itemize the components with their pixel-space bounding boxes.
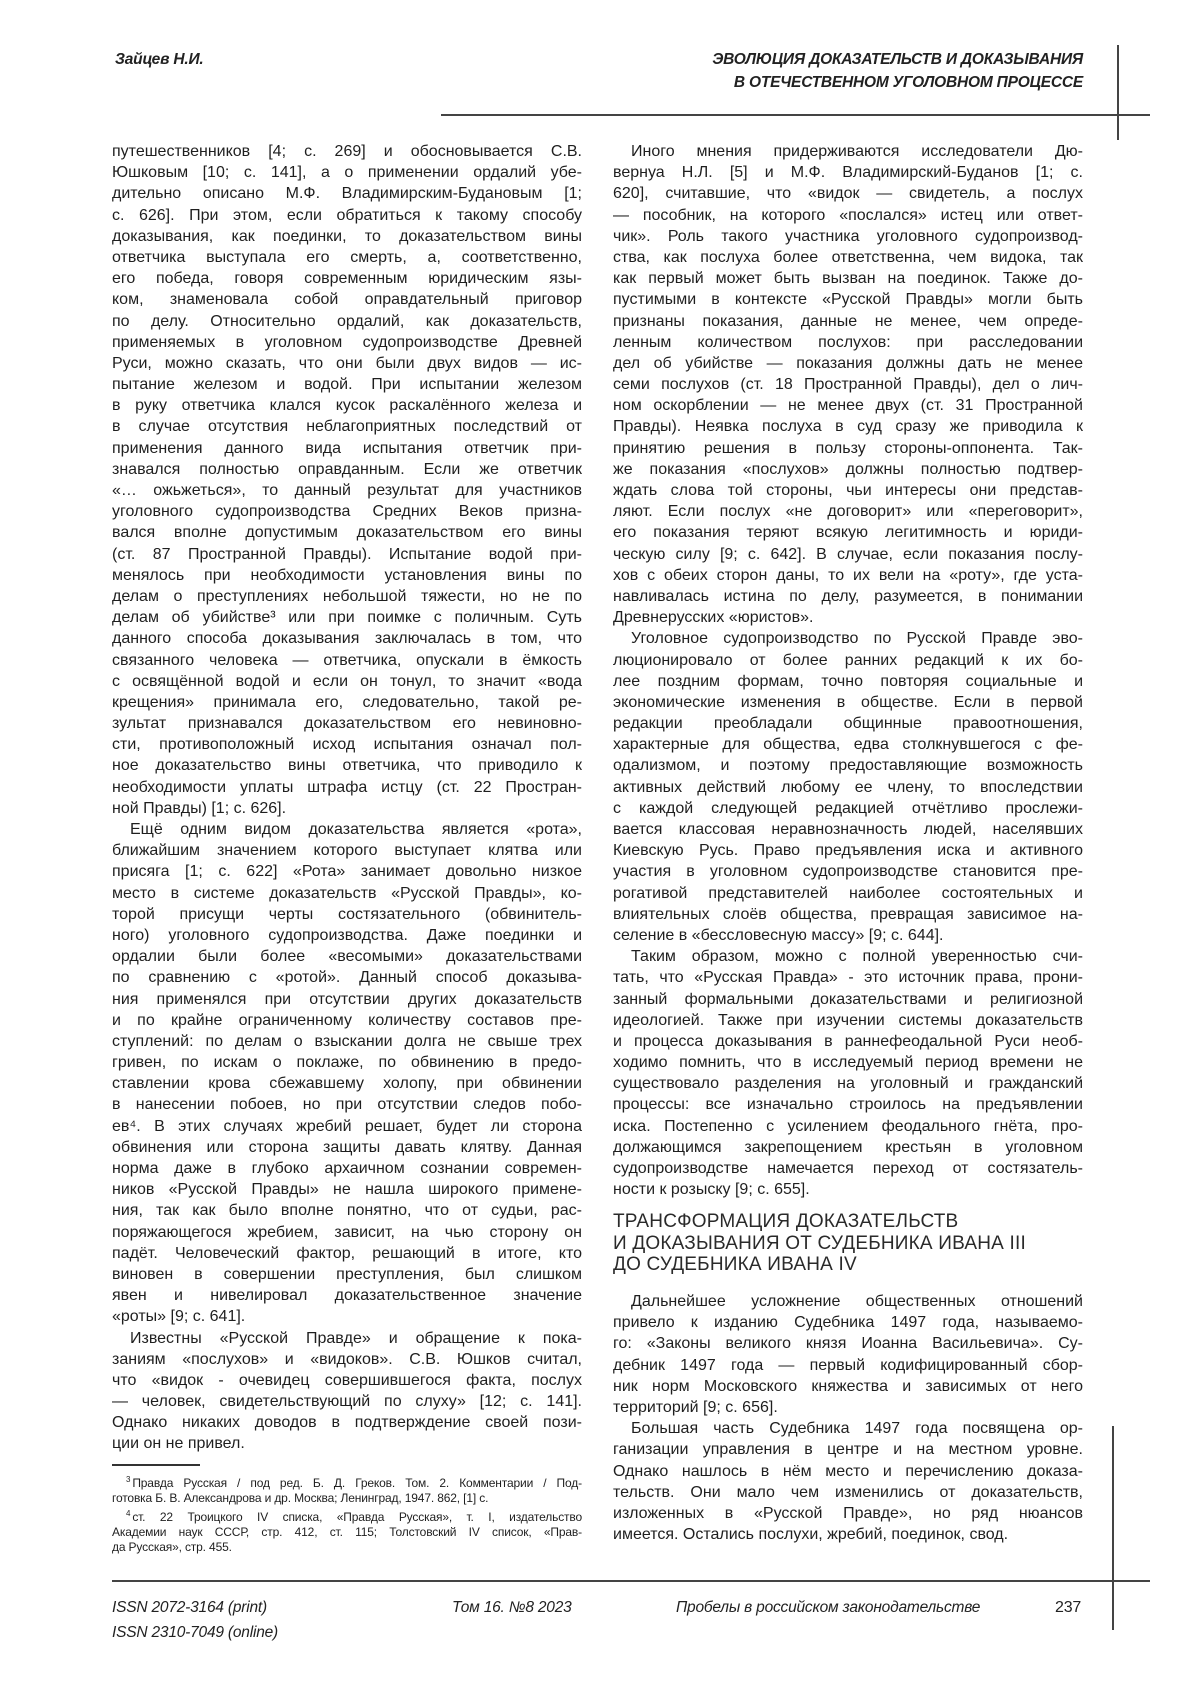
text-line: ордалии были более «весомыми» доказательствами [112, 946, 582, 967]
text-line: как первый может быть вызван на поединок. Также до- [613, 268, 1083, 289]
text-line: заниям «послухов» и «видоков». С.В. Юшков считал, [112, 1349, 582, 1370]
text-line: падёт. Человеческий фактор, решающий в итоге, кто [112, 1243, 582, 1264]
paragraph [613, 628, 1083, 946]
text-line: Уголовное судопроизводство по Русской Правде эво- [613, 628, 1083, 649]
footnote-line [112, 1506, 582, 1525]
text-line: торой присущи черты состязательного (обвинитель- [112, 904, 582, 925]
text-line: судопроизводстве намечается переход от состязатель- [613, 1158, 1083, 1179]
text-line: по делу. Относительно ордалий, как доказательств, [112, 311, 582, 332]
text-line: необходимости уплаты штрафа истцу (ст. 22 Простран- [112, 777, 582, 798]
text-line: в случае отсутствия неблагоприятных последствий от [112, 416, 582, 437]
text-line: вается классовая неравнозначность людей, населявших [613, 819, 1083, 840]
footer-volume: Том 16. №8 2023 [452, 1595, 572, 1620]
text-line: пытание железом и водой. При испытании железом [112, 374, 582, 395]
text-line: территорий [9; с. 656]. [613, 1397, 1083, 1418]
text-line: характерные для общества, едва столкнувшегося с фе- [613, 734, 1083, 755]
footer-journal-name: Пробелы в российском законодательстве [676, 1595, 980, 1620]
text-line: по сравнению с «ротой». Данный способ доказыва- [112, 967, 582, 988]
footnote-text: Академии наук СССР, стр. 412, ст. 115; Толстовский IV список, «Прав- [112, 1525, 582, 1539]
text-line: ев⁴. В этих случаях жребий решает, будет ли сторона [112, 1116, 582, 1137]
header-rule [441, 114, 1150, 116]
issn-online: ISSN 2310-7049 (online) [112, 1620, 278, 1645]
footnotes [112, 1472, 582, 1555]
text-line: что «видок - очевидец совершившегося факта, послух [112, 1370, 582, 1391]
text-line: 620], считавшие, что «видок — свидетель, а послух [613, 183, 1083, 204]
footnote-text: Правда Русская / под ред. Б. Д. Греков. Том. 2. Комментарии / Под- [132, 1476, 582, 1490]
text-line: в руку ответчика клался кусок раскалённого железа и [112, 395, 582, 416]
text-line: дебник 1497 года — первый кодифицированный сбор- [613, 1355, 1083, 1376]
text-line: ком, знаменовала собой оправдательный приговор [112, 289, 582, 310]
text-line: сти, противоположный исход испытания означал пол- [112, 734, 582, 755]
text-line: путешественников [4; с. 269] и обосновывается С.В. [112, 141, 582, 162]
footnote-line [112, 1540, 582, 1555]
footnote-separator [112, 1464, 200, 1466]
text-line: его показания теряют всякую легитимность и юриди- [613, 522, 1083, 543]
text-line: дительно описано М.Ф. Владимирским-Будановым [1; [112, 183, 582, 204]
text-line: влиятельных слоёв общества, превращая зависимое на- [613, 904, 1083, 925]
text-line: ния применялся при отсутствии других доказательств [112, 989, 582, 1010]
text-line: ближайшим значением которого выступает клятва или [112, 840, 582, 861]
text-line: пустимыми в контексте «Русской Правды» могли быть [613, 289, 1083, 310]
text-line: занный формальными доказательствами и религиозной [613, 989, 1083, 1010]
text-line: ния, так как было вполне понятно, что от судьи, рас- [112, 1200, 582, 1221]
text-line: место в системе доказательств «Русской Правды», ко- [112, 883, 582, 904]
footer-vertical-rule [1112, 1426, 1114, 1630]
paragraph [613, 1418, 1083, 1545]
text-line: Большая часть Судебника 1497 года посвящена ор- [613, 1418, 1083, 1439]
text-line: ции он не привел. [112, 1433, 582, 1454]
text-line: экономические изменения в обществе. Если в первой [613, 692, 1083, 713]
text-line: ческую силу [9; с. 642]. В случае, если показания послу- [613, 544, 1083, 565]
text-line: и процесса доказывания в раннефеодальной Руси необ- [613, 1031, 1083, 1052]
section-heading [613, 1211, 1026, 1276]
footnote-line [112, 1525, 582, 1540]
running-header-title [712, 48, 1083, 94]
text-line: (ст. 87 Пространной Правды). Испытание водой при- [112, 544, 582, 565]
text-line: Иного мнения придерживаются исследователи Дю- [613, 141, 1083, 162]
running-header-author: Зайцев Н.И. [115, 48, 204, 71]
text-line: ступлений: по делам о взыскании долга не свыше трех [112, 1031, 582, 1052]
text-line: навливалась истина по делу, разумеется, в понимании [613, 586, 1083, 607]
text-line: редакции преобладали общинные правоотношения, [613, 713, 1083, 734]
paragraph [613, 141, 1083, 628]
text-line: селение в «бессловесную массу» [9; с. 644]. [613, 925, 1083, 946]
text-line: знавался полностью оправданным. Если же ответчик [112, 459, 582, 480]
text-line: Дальнейшее усложнение общественных отношений [613, 1291, 1083, 1312]
text-line: Ещё одним видом доказательства является «рота», [112, 819, 582, 840]
footnote-line [112, 1491, 582, 1506]
section-heading-line: И ДОКАЗЫВАНИЯ ОТ СУДЕБНИКА ИВАНА III [613, 1233, 1026, 1255]
text-line: ленным количеством послухов: при расследовании [613, 332, 1083, 353]
text-line: одализмом, и поэтому предоставляющие возможность [613, 755, 1083, 776]
text-line: ответчика выступала его смерть, а, соответственно, [112, 247, 582, 268]
text-line: Известны «Русской Правде» и обращение к пока- [112, 1328, 582, 1349]
text-line: го: «Законы великого князя Иоанна Васильевича». Су- [613, 1333, 1083, 1354]
text-line: вался вполне допустимым доказательством его вины [112, 522, 582, 543]
text-line: ства, как послуха более ответственна, чем видока, так [613, 247, 1083, 268]
text-line: крещения» принимала его, следовательно, такой ре- [112, 692, 582, 713]
text-line: ник норм Московского княжества и зависимых от него [613, 1376, 1083, 1397]
text-line: участия в уголовном судопроизводстве становится пре- [613, 861, 1083, 882]
text-line: Юшковым [10; с. 141], а о применении ордалий убе- [112, 162, 582, 183]
text-line: Киевскую Русь. Право предъявления иска и активного [613, 840, 1083, 861]
text-line: ждать слова той стороны, чьи интересы они представ- [613, 480, 1083, 501]
text-line: ного) уголовного судопроизводства. Даже поединки и [112, 925, 582, 946]
text-line: и по крайне ограниченному количеству составов пре- [112, 1010, 582, 1031]
text-line: «… ожьжеться», то данный результат для участников [112, 480, 582, 501]
text-line: ной Правды) [1; с. 626]. [112, 798, 582, 819]
footer-issn [112, 1595, 278, 1645]
text-line: обвинения или сторона защиты давать клятву. Данная [112, 1137, 582, 1158]
text-line: делам об убийстве³ или при поимке с поличным. Суть [112, 607, 582, 628]
text-line: Правды). Неявка послуха в суд сразу же приводила к [613, 416, 1083, 437]
text-line: существовало разделения на уголовный и гражданский [613, 1073, 1083, 1094]
text-line: доказывания, как поединки, то доказательством вины [112, 226, 582, 247]
footnote [112, 1472, 582, 1506]
text-line: ходимо помнить, что в исследуемый период времени не [613, 1052, 1083, 1073]
section-heading-line: ТРАНСФОРМАЦИЯ ДОКАЗАТЕЛЬСТВ [613, 1211, 1026, 1233]
text-line: гривен, по искам о поклаже, по обвинению в предо- [112, 1052, 582, 1073]
text-line: «роты» [9; с. 641]. [112, 1306, 582, 1327]
text-line: — пособник, на которого «послался» истец или ответ- [613, 205, 1083, 226]
text-line: активных действий любому ее члену, то впоследствии [613, 777, 1083, 798]
text-line: применения данного вида испытания ответчик при- [112, 438, 582, 459]
text-line: дел об убийстве — показания должны дать не менее [613, 353, 1083, 374]
text-line: ности к розыску [9; с. 655]. [613, 1179, 1083, 1200]
text-line: должающимся закрепощением крестьян в уголовном [613, 1137, 1083, 1158]
text-line: связанного человека — ответчика, опускали в ёмкость [112, 650, 582, 671]
text-line: имеется. Остались послухи, жребий, поединок, свод. [613, 1524, 1083, 1545]
text-line: тать, что «Русская Правда» - это источник права, прони- [613, 967, 1083, 988]
text-line: лее поздним формам, точно повторяя социальные и [613, 671, 1083, 692]
text-line: Руси, можно сказать, что они были двух видов — ис- [112, 353, 582, 374]
text-line: ляют. Если послух «не договорит» или «переговорит», [613, 501, 1083, 522]
text-line: привело к изданию Судебника 1497 года, называемо- [613, 1312, 1083, 1333]
text-line: иска. Постепенно с усилением феодального гнёта, про- [613, 1116, 1083, 1137]
text-line: тельств. Они мало чем изменились от доказательств, [613, 1482, 1083, 1503]
text-line: данного способа доказывания заключалась в том, что [112, 628, 582, 649]
text-line: применяемых в уголовном судопроизводстве Древней [112, 332, 582, 353]
issn-print: ISSN 2072-3164 (print) [112, 1595, 278, 1620]
text-line: присяга [1; с. 622] «Рота» занимает довольно низкое [112, 861, 582, 882]
text-line: ставлении крова сбежавшему холопу, при обвинении [112, 1073, 582, 1094]
text-line: ном оскорблении — не менее двух (ст. 31 Пространной [613, 395, 1083, 416]
text-line: ное доказательство вины ответчика, что приводило к [112, 755, 582, 776]
text-line: — человек, свидетельствующий по слуху» [12; с. 141]. [112, 1391, 582, 1412]
paragraph [112, 1328, 582, 1455]
text-line: виновен в совершении преступления, был слишком [112, 1264, 582, 1285]
text-line: Однако нашлось в нём место и перечислению доказа- [613, 1461, 1083, 1482]
text-line: же показания «послухов» должны полностью подтвер- [613, 459, 1083, 480]
text-line: уголовного судопроизводства Средних Веков призна- [112, 501, 582, 522]
text-line: Древнерусских «юристов». [613, 607, 1083, 628]
text-line: рогативой представителей наиболее состоятельных и [613, 883, 1083, 904]
paragraph [112, 141, 582, 819]
text-line: Таким образом, можно с полной уверенностью счи- [613, 946, 1083, 967]
footnote-text: ст. 22 Троицкого IV списка, «Правда Русская», т. I, издательство [132, 1510, 582, 1524]
text-line: признаны показания, данные не менее, чем опреде- [613, 311, 1083, 332]
text-line: в нанесении побоев, но при отсутствии следов побо- [112, 1094, 582, 1115]
text-line: хов с обеих сторон даны, то их вели на «роту», где уста- [613, 565, 1083, 586]
footnote-text: готовка Б. В. Александрова и др. Москва; Ленинград, 1947. 862, [1] с. [112, 1491, 488, 1505]
footnote [112, 1506, 582, 1555]
footnote-line [112, 1472, 582, 1491]
running-header-title-line: ЭВОЛЮЦИЯ ДОКАЗАТЕЛЬСТВ И ДОКАЗЫВАНИЯ [712, 48, 1083, 71]
text-line: с каждой следующей редакцией отчётливо прослежи- [613, 798, 1083, 819]
text-line: Однако никаких доводов в подтверждение своей пози- [112, 1412, 582, 1433]
text-line: ников «Русской Правды» не нашла широкого примене- [112, 1179, 582, 1200]
section-heading-line: ДО СУДЕБНИКА ИВАНА IV [613, 1254, 1026, 1276]
text-line: чик». Роль такого участника уголовного судопроизвод- [613, 226, 1083, 247]
text-line: с. 626]. При этом, если обратиться к такому способу [112, 205, 582, 226]
text-line: зультат признавался доказательством его невиновно- [112, 713, 582, 734]
text-line: процессы: все изначально строилось на предъявлении [613, 1094, 1083, 1115]
right-column-top [613, 141, 1083, 1200]
right-column-bottom [613, 1291, 1083, 1545]
text-line: норма даже в глубоко архаичном сознании современ- [112, 1158, 582, 1179]
text-line: семи послухов (ст. 18 Пространной Правды), дел о лич- [613, 374, 1083, 395]
paragraph [112, 819, 582, 1328]
footer-rule [112, 1580, 1150, 1582]
text-line: делам о преступлениях небольшой тяжести, но не по [112, 586, 582, 607]
footnote-text: да Русская», стр. 455. [112, 1540, 232, 1554]
left-column [112, 141, 582, 1455]
page-number: 237 [1055, 1595, 1081, 1620]
text-line: изложенных в «Русской Правде», но ряд нюансов [613, 1503, 1083, 1524]
text-line: ганизации управления в центре и на местном уровне. [613, 1439, 1083, 1460]
paragraph [613, 946, 1083, 1200]
paragraph [613, 1291, 1083, 1418]
text-line: менялось при необходимости установления вины по [112, 565, 582, 586]
text-line: поряжающегося жребием, зависит, на чью сторону он [112, 1222, 582, 1243]
text-line: принятию решения в пользу стороны-оппонента. Так- [613, 438, 1083, 459]
text-line: идеологией. Также при изучении системы доказательств [613, 1010, 1083, 1031]
running-header-title-line: В ОТЕЧЕСТВЕННОМ УГОЛОВНОМ ПРОЦЕССЕ [712, 71, 1083, 94]
footnote-number: 4 [126, 1509, 130, 1518]
text-line: с освящённой водой и если он тонул, то значит «вода [112, 671, 582, 692]
header-vertical-rule [1117, 45, 1119, 140]
text-line: люционировало от более ранних редакций к их бо- [613, 650, 1083, 671]
text-line: вернуа Н.Л. [5] и М.Ф. Владимирский-Буданов [1; с. [613, 162, 1083, 183]
text-line: явен и нивелировал доказательственное значение [112, 1285, 582, 1306]
text-line: его победа, говоря современным юридическим язы- [112, 268, 582, 289]
footnote-number: 3 [126, 1475, 130, 1484]
